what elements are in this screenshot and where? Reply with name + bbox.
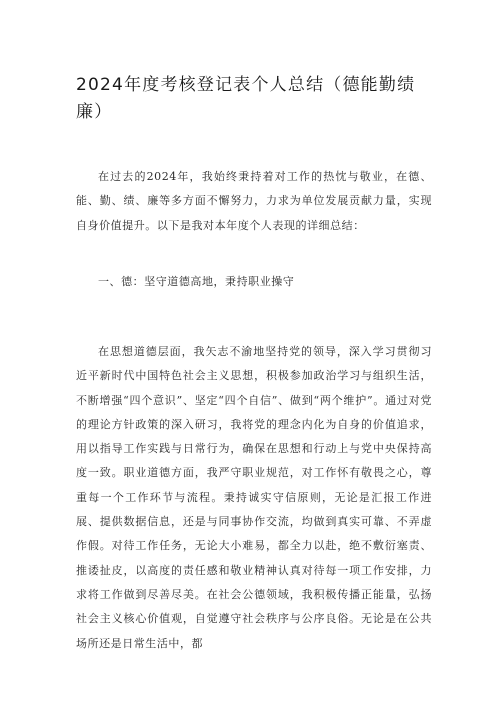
section-heading-virtue: 一、德：坚守道德高地，秉持职业操守 — [98, 275, 295, 288]
intro-paragraph: 在过去的2024年，我始终秉持着对工作的热忱与敬业，在德、能、勤、绩、廉等多方面不懈努力，力求为单位发展贡献力量，实现自身价值提升。以下是我对本年度个人表现的详细总结： — [76, 170, 432, 232]
section-paragraph-virtue: 在思想道德层面，我矢志不渝地坚持党的领导，深入学习贯彻习近平新时代中国特色社会主义思想，积极参加政治学习与组织生活，不断增强“四个意识”、坚定“四个自信”、做到“两个维护”。通过对党的理论方针政策的深入研习，我将党的理念内化为自身的价值追求，用以指导工作实践与日常行为，确保在思想和行动上与党中央保持高度一致。职业道德方面，我严守职业规范，对工作怀有敬畏之心，尊重每一个工作环节与流程。秉持诚实守信原则，无论是汇报工作进展、提供数据信息，还是与同事协作交流，均做到真实可靠、不弄虚作假。对待工作任务，无论大小难易，都全力以赴，绝不敷衍塞责、推诿扯皮，以高度的责任感和敬业精神认真对待每一项工作安排，力求将工作做到尽善尽美。在社会公德领域，我积极传播正能量，弘扬社会主义核心价值观，自觉遵守社会秩序与公序良俗。无论是在公共场所还是日常生活中，都 — [76, 345, 432, 650]
document-title: 2024年度考核登记表个人总结（德能勤绩廉） — [76, 75, 416, 122]
